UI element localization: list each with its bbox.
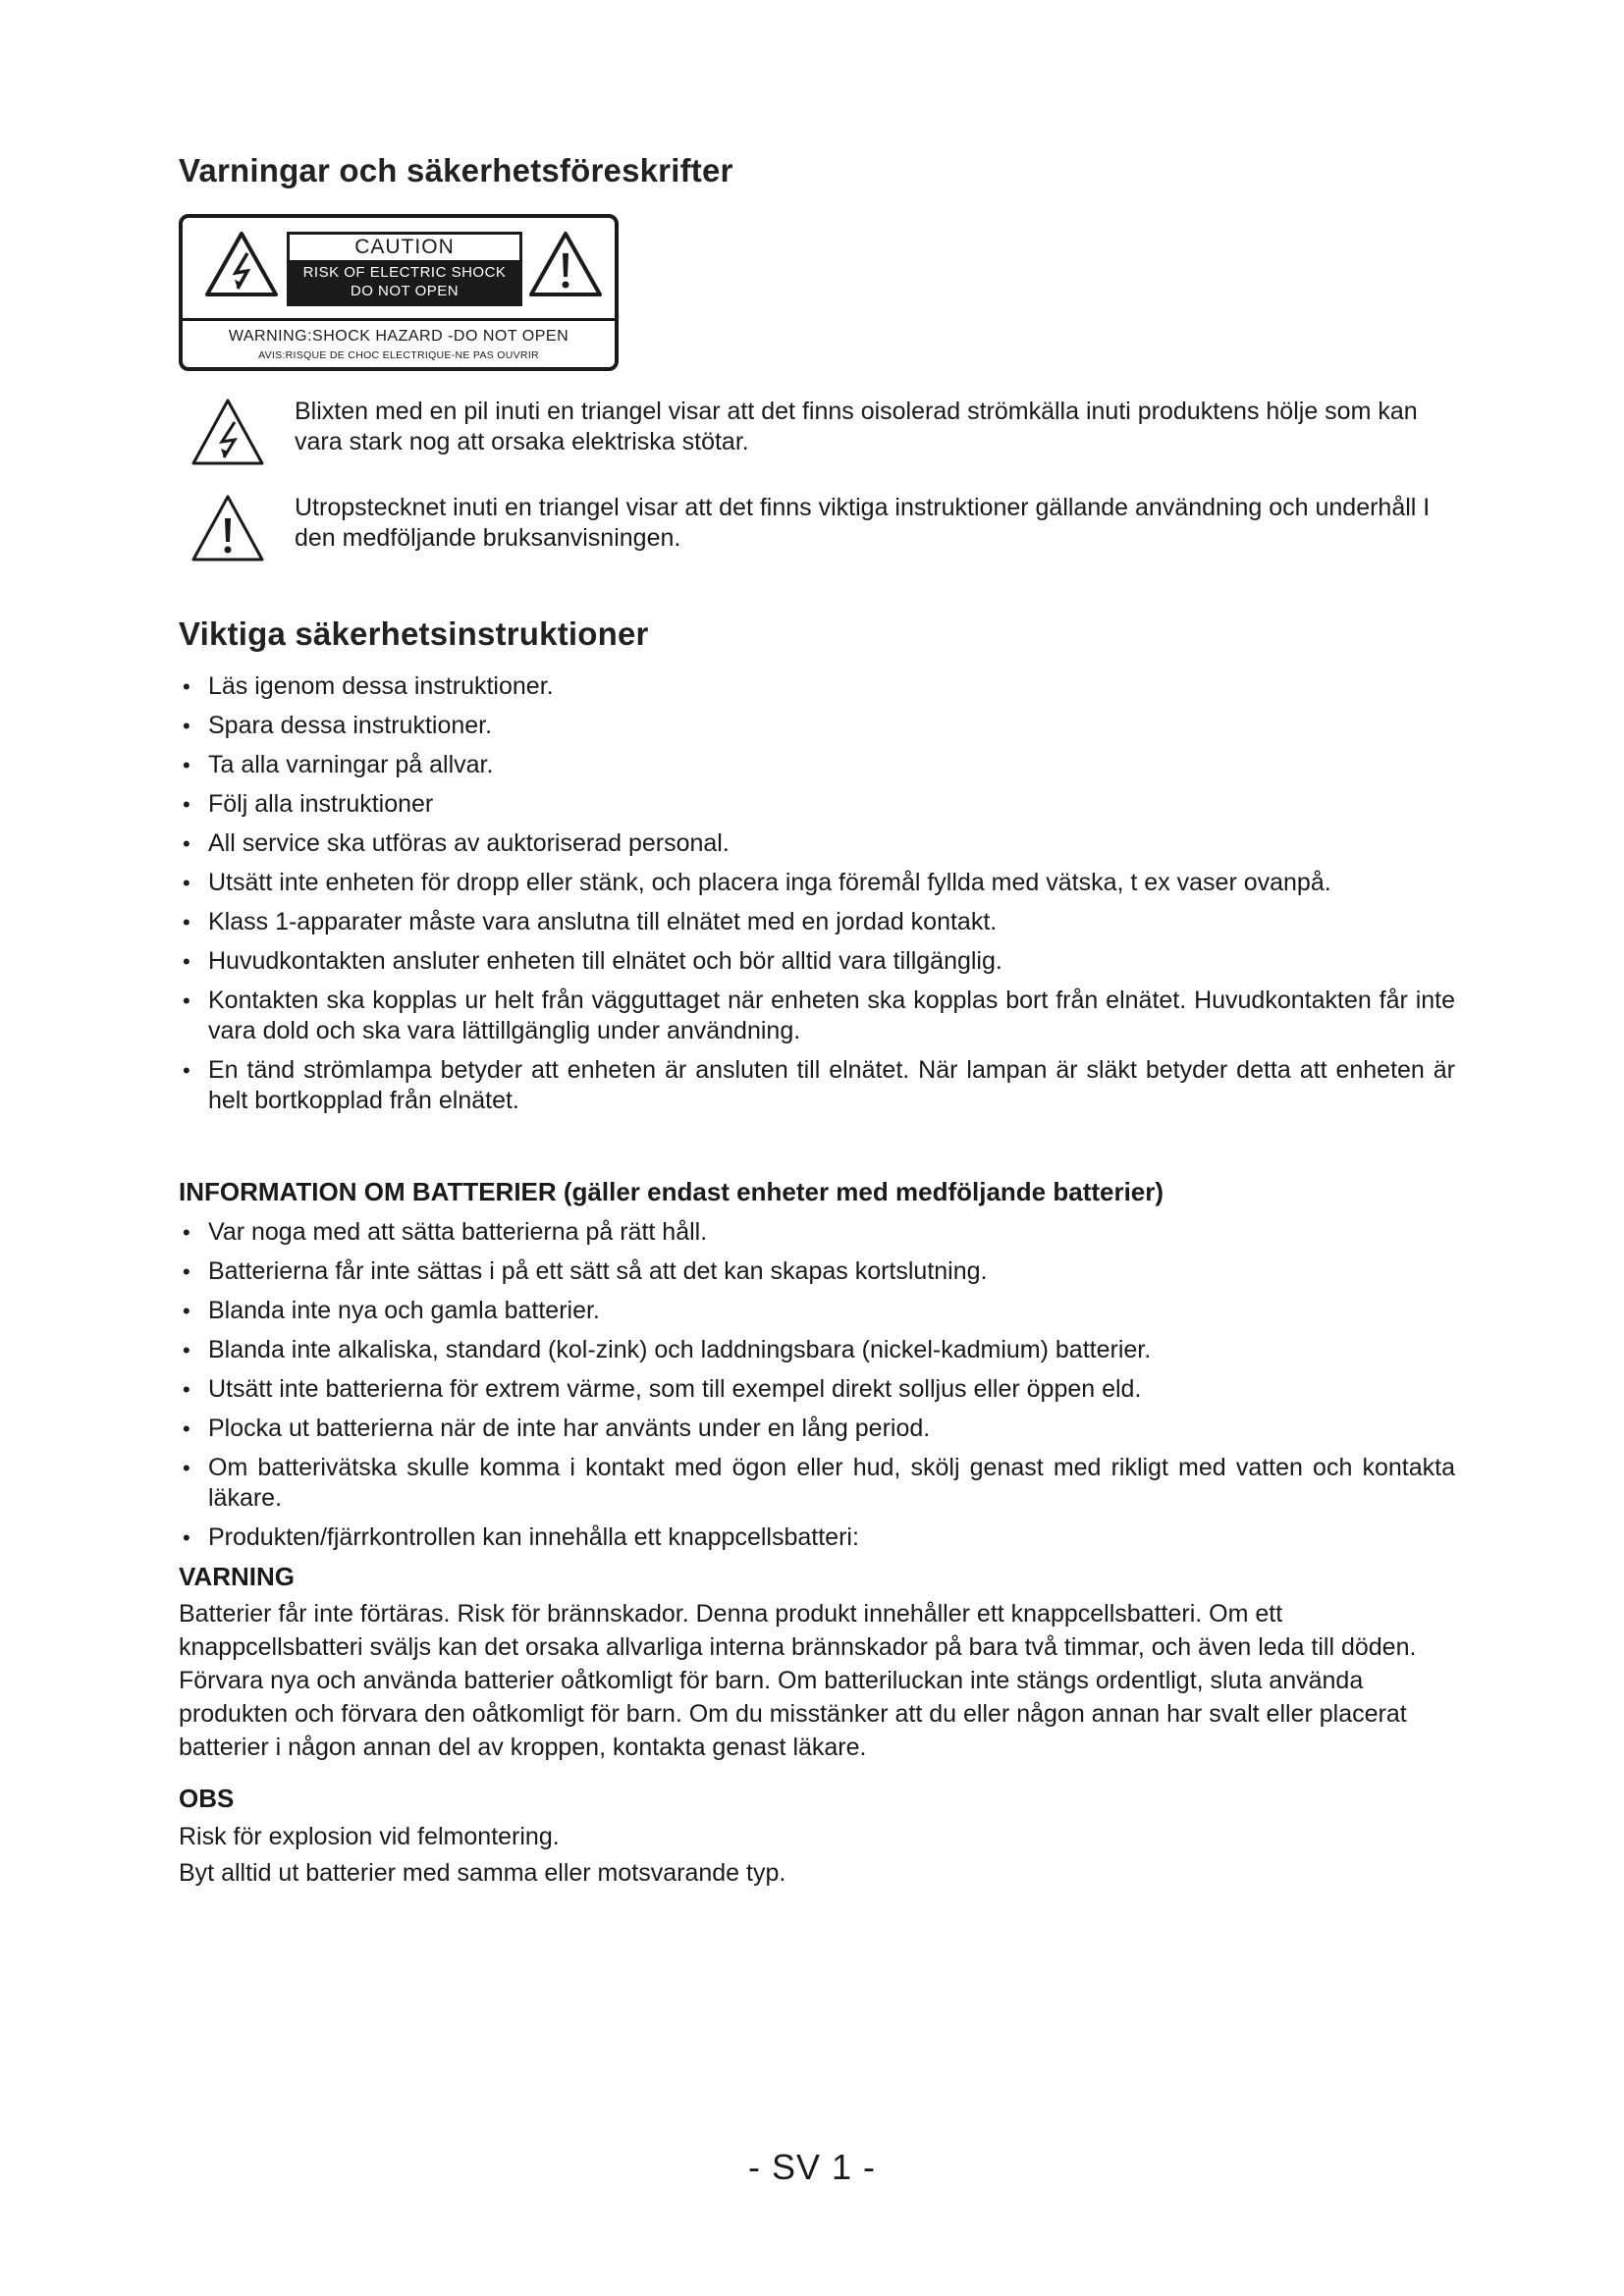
list-item: • Följ alla instruktioner — [179, 789, 1455, 820]
list-item: • Utsätt inte batterierna för extrem värme, som till exempel direkt solljus eller öppen eld. — [179, 1374, 1455, 1405]
warnings-heading: Varningar och säkerhetsföreskrifter — [179, 152, 733, 188]
lightning-bolt-triangle-icon — [190, 397, 265, 467]
caution-warning-text: WARNING:SHOCK HAZARD -DO NOT OPEN — [228, 328, 569, 345]
list-item: • En tänd strömlampa betyder att enheten är ansluten till elnätet. När lampan är släkt betyder detta att enheten är helt bortkopplad från elnätet. — [179, 1055, 1455, 1116]
list-item: • Blanda inte alkaliska, standard (kol-zink) och laddningsbara (nickel-kadmium) batterier. — [179, 1335, 1455, 1365]
varning-paragraph: Batterier får inte förtäras. Risk för brännskador. Denna produkt innehåller ett knappcellsbatteri. Om ett knappcellsbatteri sväljs kan det orsaka allvarliga interna brännskador på bara två timmar, och även leda till döden. Förvara nya och använda batterier oåtkomligt för barn. Om batteriluckan inte stängs ordentligt, sluta använda produkten och förvara den oåtkomligt för barn. Om du misstänker att du eller någon annan har svalt eller placerat batterier i någon annan del av kroppen, kontakta genast läkare. — [179, 1600, 1417, 1761]
list-item: • Klass 1-apparater måste vara anslutna till elnätet med en jordad kontakt. — [179, 907, 1455, 937]
exclamation-triangle-icon — [190, 493, 265, 563]
page-number: - SV 1 - — [747, 2147, 877, 2187]
caution-label — [179, 214, 619, 371]
exclamation-symbol-text: Utropstecknet inuti en triangel visar att det finns viktiga instruktioner gällande användning och underhåll I den medföljande bruksanvisningen. — [295, 494, 1431, 552]
list-item: • All service ska utföras av auktoriserad personal. — [179, 828, 1455, 859]
list-item: • Plocka ut batterierna när de inte har använts under en lång period. — [179, 1414, 1455, 1444]
exclamation-triangle-icon — [528, 230, 603, 298]
safety-list — [179, 671, 1455, 1125]
list-item: • Läs igenom dessa instruktioner. — [179, 671, 1455, 702]
caution-title: CAUTION — [354, 236, 455, 258]
battery-list — [179, 1217, 1455, 1562]
list-item: • Kontakten ska kopplas ur helt från vägguttaget när enheten ska kopplas bort från elnätet. Huvudkontakten får inte vara dold och ska vara lättillgänglig under användning. — [179, 986, 1455, 1046]
obs-line: Byt alltid ut batterier med samma eller motsvarande typ. — [179, 1859, 786, 1887]
caution-risk-line-2: DO NOT OPEN — [350, 283, 460, 299]
list-item: • Blanda inte nya och gamla batterier. — [179, 1296, 1455, 1326]
list-item: • Var noga med att sätta batterierna på rätt håll. — [179, 1217, 1455, 1248]
caution-box — [287, 232, 522, 306]
list-item: • Utsätt inte enheten för dropp eller stänk, och placera inga föremål fyllda med vätska, t ex vaser ovanpå. — [179, 868, 1455, 898]
list-item: • Produkten/fjärrkontrollen kan innehålla ett knappcellsbatteri: — [179, 1522, 1455, 1553]
list-item: • Ta alla varningar på allvar. — [179, 750, 1455, 780]
battery-heading: INFORMATION OM BATTERIER (gäller endast enheter med medföljande batterier) — [179, 1177, 1164, 1206]
caution-avis-text: AVIS:RISQUE DE CHOC ELECTRIQUE-NE PAS OUVRIR — [258, 349, 539, 361]
caution-divider — [183, 318, 615, 321]
list-item: • Spara dessa instruktioner. — [179, 711, 1455, 741]
bolt-symbol-text: Blixten med en pil inuti en triangel visar att det finns oisolerad strömkälla inuti produktens hölje som kan vara stark nog att orsaka elektriska stötar. — [295, 398, 1418, 455]
list-item: • Om batterivätska skulle komma i kontakt med ögon eller hud, skölj genast med rikligt med vatten och kontakta läkare. — [179, 1453, 1455, 1514]
caution-risk-line-1: RISK OF ELECTRIC SHOCK — [302, 264, 507, 281]
caution-risk-band — [290, 260, 519, 303]
varning-heading: VARNING — [179, 1562, 295, 1591]
obs-heading: OBS — [179, 1784, 235, 1813]
list-item: • Huvudkontakten ansluter enheten till elnätet och bör alltid vara tillgänglig. — [179, 946, 1455, 977]
lightning-bolt-triangle-icon — [204, 230, 279, 298]
safety-heading: Viktiga säkerhetsinstruktioner — [179, 615, 649, 652]
obs-line: Risk för explosion vid felmontering. — [179, 1823, 560, 1850]
list-item: • Batterierna får inte sättas i på ett sätt så att det kan skapas kortslutning. — [179, 1256, 1455, 1287]
